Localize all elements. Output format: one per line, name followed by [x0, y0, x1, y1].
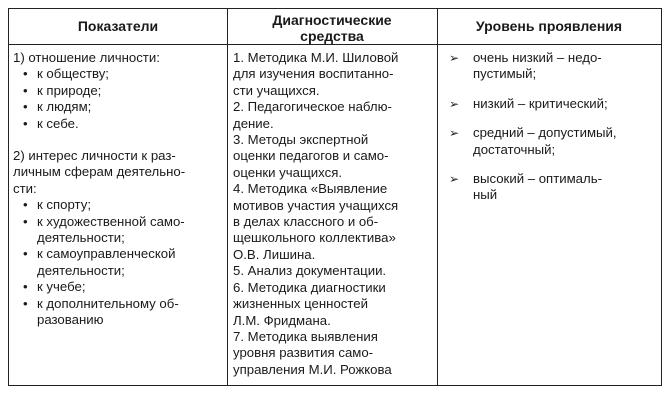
group2-item: • к самоуправленческой	[23, 246, 176, 262]
group1-title: 1) отношение личности:	[13, 50, 160, 65]
tools-line: мотивов участия учащихся	[233, 197, 399, 213]
group2-item: • к дополнительному об-	[23, 295, 179, 311]
tools-line: 2. Педагогическое наблю-	[233, 99, 392, 115]
bullet-icon: •	[23, 115, 28, 131]
group2-item-continuation: деятельности;	[37, 262, 125, 278]
tools-line: 4. Методика «Выявление	[233, 181, 388, 197]
group2-title-line: сти:	[13, 180, 37, 196]
level-item: ➢ очень низкий – недо- пустимый;	[449, 50, 602, 82]
bullet-icon: •	[23, 99, 28, 115]
tools-line: 7. Методика выявления	[233, 328, 378, 344]
group2-title-line: 2) интерес личности к раз-	[13, 148, 176, 164]
group2-item: • к спорту;	[23, 197, 91, 213]
diagnostic-tools-cell	[233, 50, 435, 378]
bullet-icon: •	[23, 246, 28, 262]
bullet-icon: •	[23, 197, 28, 213]
bullet-icon: •	[23, 66, 28, 82]
level-item: ➢ средний – допустимый, достаточный;	[449, 125, 617, 157]
level-item: ➢ высокий – оптималь- ный	[449, 171, 602, 203]
column-divider-2	[437, 9, 438, 385]
group2-item-continuation: деятельности;	[37, 230, 125, 246]
group1-item: • к себе.	[23, 115, 79, 131]
tools-line: Л.М. Фридмана.	[233, 312, 331, 328]
tools-line: в делах классного и об-	[233, 214, 379, 230]
tools-line: сти учащихся.	[233, 82, 320, 98]
indicators-table	[8, 8, 662, 386]
tools-line: О.В. Лишина.	[233, 246, 316, 262]
arrow-right-icon: ➢	[449, 96, 460, 111]
group2-title-line: личным сферам деятельно-	[13, 164, 186, 180]
header-manifestation-level: Уровень проявления	[475, 18, 623, 34]
group1-item: • к природе;	[23, 82, 102, 98]
tools-line: оценки учащихся.	[233, 164, 343, 180]
tools-line: дение.	[233, 115, 274, 131]
arrow-right-icon: ➢	[449, 172, 460, 187]
tools-line: управления М.И. Рожкова	[233, 361, 392, 377]
bullet-icon: •	[23, 82, 28, 98]
column-divider-1	[227, 9, 228, 385]
group2-item-continuation: разованию	[37, 312, 104, 328]
indicators-cell	[13, 50, 225, 329]
bullet-icon: •	[23, 213, 28, 229]
header-divider	[9, 44, 661, 45]
tools-line: уровня развития само-	[233, 345, 374, 361]
tools-line: для изучения воспитанно-	[233, 66, 394, 82]
bullet-icon: •	[23, 295, 28, 311]
tools-line: 1. Методика М.И. Шиловой	[233, 50, 399, 65]
header-diagnostic-tools-line1: Диагностические	[272, 12, 392, 28]
group2-item: • к учебе;	[23, 279, 86, 295]
group2-item: • к художественной само-	[23, 213, 185, 229]
bullet-icon: •	[23, 279, 28, 295]
header-diagnostic-tools	[227, 12, 437, 44]
tools-line: оценки педагогов и само-	[233, 148, 389, 164]
group1-item: • к обществу;	[23, 66, 109, 82]
header-diagnostic-tools-line2: средства	[300, 28, 364, 44]
tools-line: щешкольного коллектива»	[233, 230, 396, 246]
level-item: ➢ низкий – критический;	[449, 95, 608, 111]
tools-line: 6. Методика диагностики	[233, 279, 386, 295]
tools-line: 5. Анализ документации.	[233, 263, 387, 279]
header-indicators: Показатели	[77, 18, 159, 34]
tools-line: 3. Методы экспертной	[233, 132, 369, 148]
arrow-right-icon: ➢	[449, 126, 460, 141]
arrow-right-icon: ➢	[449, 51, 460, 65]
manifestation-level-cell	[449, 50, 659, 217]
tools-line: жизненных ценностей	[233, 296, 368, 312]
group1-item: • к людям;	[23, 99, 92, 115]
